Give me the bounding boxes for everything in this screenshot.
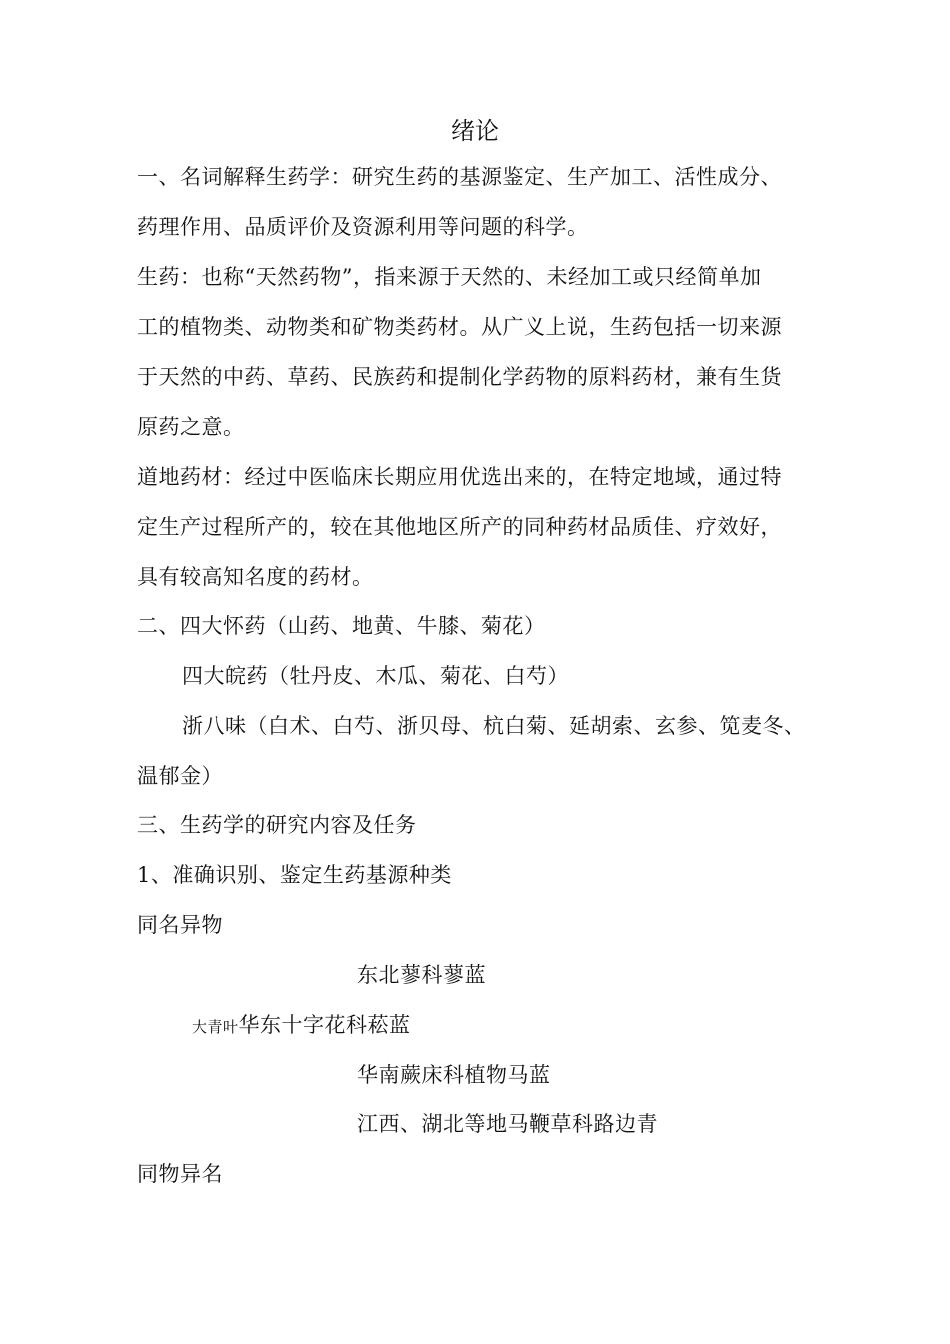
page-title: 绪论 [451, 117, 499, 145]
text-line: 具有较高知名度的药材。 [137, 565, 374, 589]
text-line: 定生产过程所产的，较在其他地区所产的同种药材品质佳、疗效好， [137, 515, 782, 539]
text-line: 于天然的中药、草药、民族药和提制化学药物的原料药材，兼有生货 [137, 365, 782, 389]
text-line: 江西、湖北等地马鞭草科路边青 [357, 1112, 658, 1136]
text-line: 温郁金） [137, 764, 223, 788]
text-line: 同名异物 [137, 913, 223, 937]
section-heading: 三、生药学的研究内容及任务 [137, 813, 417, 837]
text-line: 药理作用、品质评价及资源利用等问题的科学。 [137, 215, 589, 239]
text-line: 二、四大怀药（山药、地黄、牛膝、菊花） [137, 614, 546, 638]
daqingye-label: 大青叶 [192, 1018, 239, 1036]
daqingye-line [192, 1010, 411, 1042]
text-line: 四大皖药（牡丹皮、木瓜、菊花、白芍） [182, 664, 569, 688]
text-line: 华南蕨床科植物马蓝 [357, 1063, 551, 1087]
text-line: 同物异名 [137, 1162, 223, 1186]
text-line: 原药之意。 [137, 415, 245, 439]
text-line: 浙八味（白术、白芍、浙贝母、杭白菊、延胡索、玄参、笕麦冬、 [182, 714, 806, 738]
text-line: 1、准确识别、鉴定生药基源种类 [137, 863, 452, 887]
text-line: 东北蓼科蓼蓝 [357, 963, 486, 987]
text-line: 道地药材：经过中医临床长期应用优选出来的，在特定地域，通过特 [137, 465, 782, 489]
text-line: 工的植物类、动物类和矿物类药材。从广义上说，生药包括一切来源 [137, 315, 782, 339]
text-line: 生药：也称“天然药物”，指来源于天然的、未经加工或只经简单加 [137, 265, 762, 289]
text-fragment: 华东十字花科菘蓝 [238, 1013, 411, 1037]
text-line: 一、名词解释生药学：研究生药的基源鉴定、生产加工、活性成分、 [137, 165, 782, 189]
